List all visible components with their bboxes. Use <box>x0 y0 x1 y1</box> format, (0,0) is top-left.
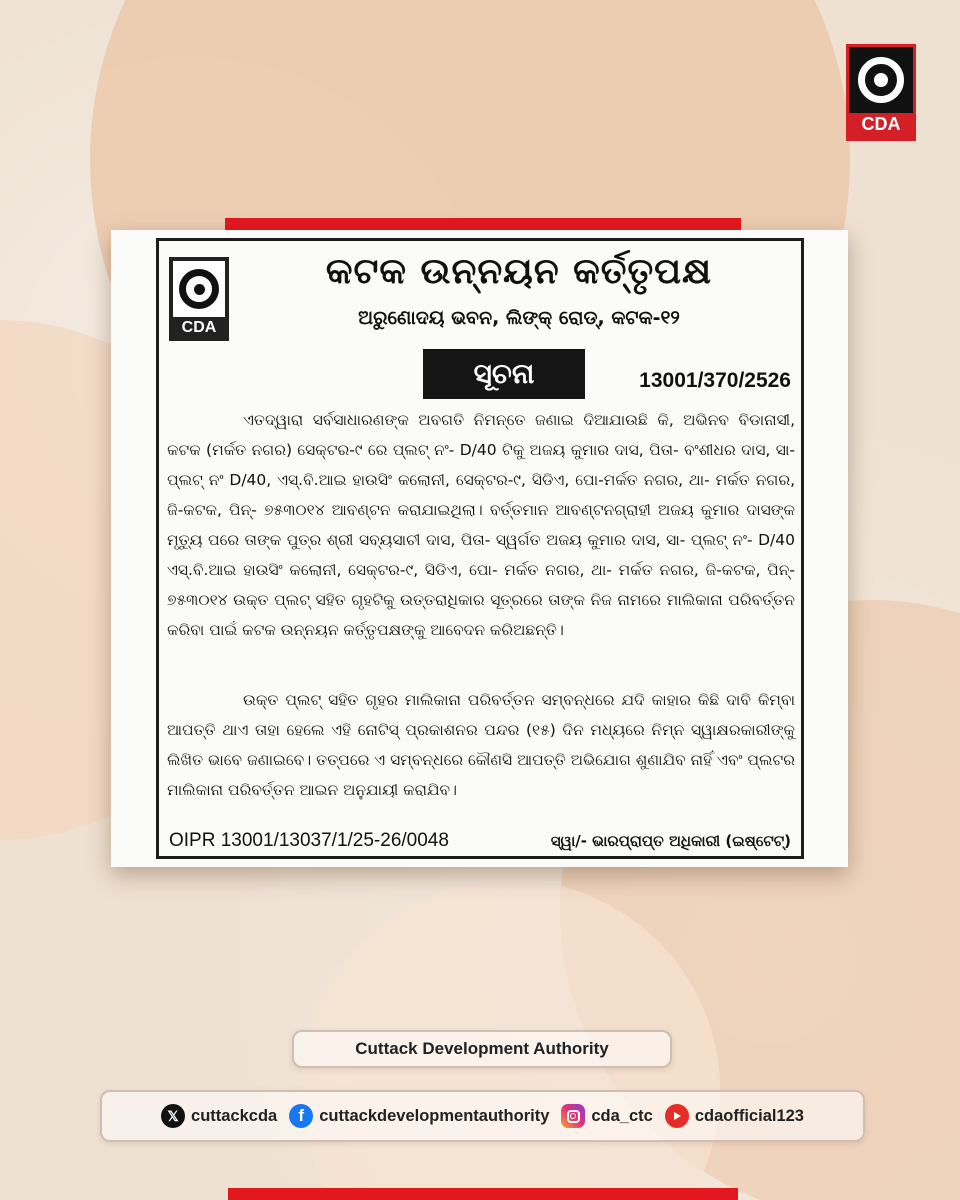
instagram-icon <box>561 1104 585 1128</box>
facebook-icon: f <box>289 1104 313 1128</box>
notice-paragraph-1: ଏତଦ୍ୱାରା ସର୍ବସାଧାରଣଙ୍କ ଅବଗତି ନିମନ୍ତେ ଜଣାଇ ଦିଆଯାଉଛି କି, ଅଭିନବ ବିଡାନାସୀ, କଟକ (ମର୍କତ ନଗର) ସେକ୍ଟର-୯ ରେ ପ୍ଲଟ୍ ନଂ- D/40 ଟିକୁ ଅଜୟ କୁମାର ଦାସ, ପିତା- ବଂଶୀଧର ଦାସ, ସା- ପ୍ଲଟ୍ ନଂ D/40, ଏସ୍.ବି.ଆଇ ହାଉସିଂ କଲୋନୀ, ସେକ୍ଟର-୯, ସିଡିଏ, ପୋ-ମର୍କତ ନଗର, ଥା- ମର୍କତ ନଗର, ଜି-କଟକ, ପିନ୍- ୭୫୩୦୧୪ ଆବଣ୍ଟନ କରାଯାଇଥିଲା। ବର୍ତ୍ତମାନ ଆବଣ୍ଟନଗ୍ରାହୀ ଅଜୟ କୁମାର ଦାସଙ୍କ ମୃତ୍ୟୁ ପରେ ତାଙ୍କ ପୁତ୍ର ଶ୍ରୀ ସବ୍ୟସାଚୀ ଦାସ, ପିତା- ସ୍ୱର୍ଗତ ଅଜୟ କୁମାର ଦାସ, ସା- ପ୍ଲଟ୍ ନଂ- D/40 ଏସ୍.ବି.ଆଇ ହାଉସିଂ କଲୋନୀ, ସେକ୍ଟର-୯, ସିଡିଏ, ପୋ- ମର୍କତ ନଗର, ଥା- ମର୍କତ ନଗର, ଜି-କଟକ, ପିନ୍- ୭୫୩୦୧୪ ଉକ୍ତ ପ୍ଲଟ୍ ସହିତ ଗୃହଟିକୁ ଉତ୍ତରାଧିକାର ସୂତ୍ରରେ ତାଙ୍କ ନିଜ ନାମରେ ମାଲିକାନା ପରିବର୍ତ୍ତନ କରିବା ପାଇଁ କଟକ ଉନ୍ନୟନ କର୍ତ୍ତୃପକ୍ଷଙ୍କୁ ଆବେଦନ କରିଅଛନ୍ତି। <box>167 411 795 639</box>
organization-name-pill <box>292 1030 672 1068</box>
notice-signatory: ସ୍ୱା/- ଭାରପ୍ରାପ୍ତ ଅଧିକାରୀ (ଇଷ୍ଟେଟ୍) <box>550 832 791 850</box>
notice-frame <box>156 238 804 859</box>
cda-logo-mark <box>849 47 913 113</box>
top-accent-bar <box>225 218 741 230</box>
notice-org-title: କଟକ ଉନ୍ନୟନ କର୍ତ୍ତୃପକ୍ଷ <box>325 251 713 292</box>
notice-cda-logo <box>169 257 229 341</box>
x-icon: 𝕏 <box>161 1104 185 1128</box>
social-facebook[interactable] <box>289 1104 549 1128</box>
social-x[interactable] <box>161 1104 277 1128</box>
social-youtube-handle: cdaofficial123 <box>694 1106 804 1125</box>
newspaper-notice <box>111 230 848 867</box>
notice-org-address: ଅରୁଣୋଦୟ ଭବନ, ଲିଙ୍କ୍ ରୋଡ୍, କଟକ-୧୨ <box>358 307 680 329</box>
notice-logo-label: CDA <box>181 319 217 336</box>
youtube-icon <box>665 1104 689 1128</box>
bottom-accent-bar <box>228 1188 738 1200</box>
social-youtube[interactable] <box>665 1104 804 1128</box>
social-handles-bar <box>100 1090 865 1142</box>
cda-logo-label: CDA <box>861 114 901 134</box>
notice-heading: ସୂଚନା <box>423 349 585 399</box>
notice-paragraph-2: ଉକ୍ତ ପ୍ଲଟ୍ ସହିତ ଗୃହର ମାଲିକାନା ପରିବର୍ତ୍ତନ ସମ୍ବନ୍ଧରେ ଯଦି କାହାର କିଛି ଦାବି କିମ୍ବା ଆପତ୍ତି ଥାଏ ତାହା ହେଲେ ଏହି ନୋଟିସ୍ ପ୍ରକାଶନର ପନ୍ଦର (୧୫) ଦିନ ମଧ୍ୟରେ ନିମ୍ନ ସ୍ୱାକ୍ଷରକାରୀଙ୍କୁ ଲିଖିତ ଭାବେ ଜଣାଇବେ। ତତ୍ପରେ ଏ ସମ୍ବନ୍ଧରେ କୌଣସି ଆପତ୍ତି ଅଭିଯୋଗ ଶୁଣାଯିବ ନାହିଁ ଏବଂ ପ୍ଲଟର ମାଲିକାନା ପରିବର୍ତ୍ତନ ଆଇନ ଅନୁଯାୟୀ କରାଯିବ। <box>167 691 795 799</box>
notice-logo-mark <box>171 259 227 319</box>
organization-name: Cuttack Development Authority <box>355 1039 609 1058</box>
social-facebook-handle: cuttackdevelopmentauthority <box>319 1106 550 1125</box>
social-x-handle: cuttackcda <box>191 1106 278 1125</box>
notice-ref-number: 13001/370/2526 <box>639 369 791 392</box>
social-instagram-handle: cda_ctc <box>591 1106 653 1125</box>
social-instagram[interactable] <box>561 1104 652 1128</box>
cda-logo <box>846 44 916 141</box>
notice-footer-ref: OIPR 13001/13037/1/25-26/0048 <box>169 830 449 851</box>
